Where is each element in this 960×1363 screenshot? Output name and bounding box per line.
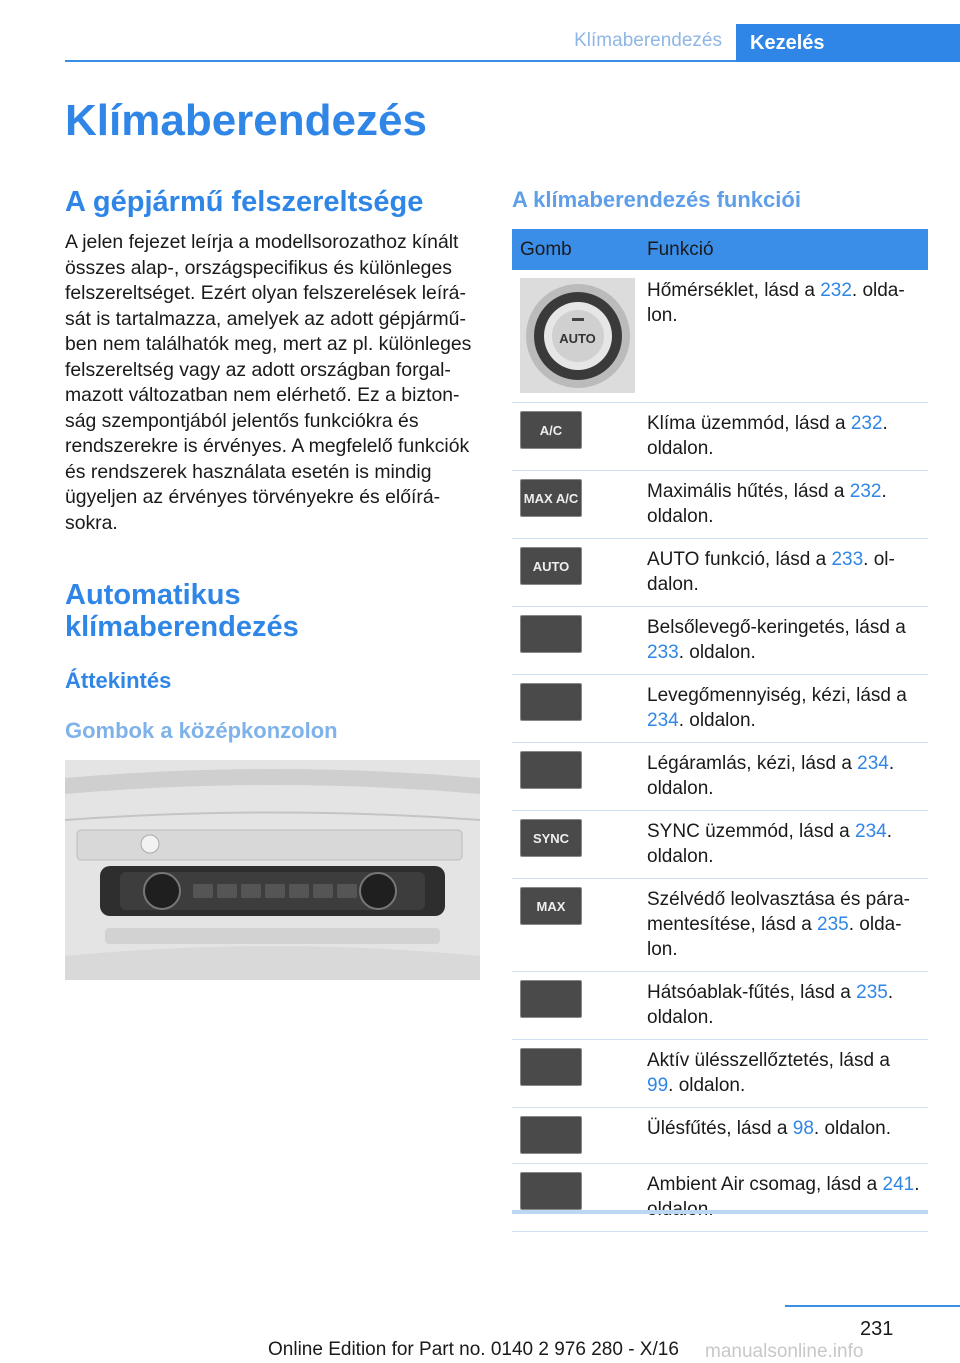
function-text-suffix: . oldalon. [647,481,887,527]
ambient-air-button-icon [520,1172,582,1210]
button-cell [512,675,639,743]
button-cell [512,1108,639,1164]
seat-heating-button-icon [520,1116,582,1154]
function-cell [639,403,928,471]
page-reference-link[interactable]: 235 [856,982,888,1003]
table-row [512,743,928,811]
function-text: Ambient Air csomag, lásd a [647,1174,883,1195]
button-cell [512,539,639,607]
table-row [512,1108,928,1164]
auto-button-icon: AUTO [520,547,582,585]
header-section-title: Klímaberendezés [574,30,722,51]
table-row [512,607,928,675]
page-reference-link[interactable]: 232 [849,481,882,502]
function-text: Ülésfűtés, lásd a [647,1118,793,1139]
column-header-button: Gomb [512,229,639,270]
function-text-suffix: . oldalon. [813,1118,892,1139]
function-text-suffix: . oldalon. [647,549,895,595]
table-row [512,1040,928,1108]
function-text: Klíma üzemmód, lásd a [647,413,851,434]
button-cell [512,270,639,403]
heading-auto-climate: Automatikus klímaberendezés [65,579,299,643]
function-cell [639,743,928,811]
function-text-suffix: . oldalon. [647,413,888,459]
function-text-suffix: . oldalon. [647,982,894,1028]
function-cell [639,607,928,675]
function-cell [639,539,928,607]
function-cell [639,879,928,972]
button-cell [512,972,639,1040]
max-defrost-button-icon: MAX [520,887,582,925]
equipment-text: A jelen fejezet leírja a modellsorozathoz kínált összes alap-, országspecifikus és különleges felszereltséget. Ezért olyan felszerelések leírását is tartalmazza, amelyek az adott gépjárműben nem találhatók meg, mert az pl. különleges felszereltség vagy az adott országban forgalmazott változatban nem elérhető. Ez a biztonság szempontjából jelentős funkciókra és rendszerekre is érvényes. A megfelelő funkciók és rendszerek használata esetén is mindig ügyeljen az érvényes törvényekre és előírásokra. [65,231,472,534]
table-row [512,811,928,879]
function-cell [639,471,928,539]
function-cell [639,1108,928,1164]
function-text: Aktív ülésszellőztetés, lásd a [647,1050,890,1071]
page-reference-link[interactable]: 233 [831,549,864,570]
sync-button-icon: SYNC [520,819,582,857]
function-cell [639,270,928,403]
function-text: Légáramlás, kézi, lásd a [647,753,858,774]
function-cell [639,675,928,743]
page-reference-link[interactable]: 235 [817,914,849,935]
heading-console-buttons: Gombok a középkonzolon [65,718,338,743]
table-row [512,471,928,539]
button-cell [512,743,639,811]
page-reference-link[interactable]: 241 [882,1174,915,1195]
function-text: Belsőlevegő-keringetés, lásd a [647,617,906,638]
function-text-suffix: . oldalon. [668,1075,746,1096]
page-reference-link[interactable]: 234 [855,821,887,842]
function-text-suffix: . oldalon. [647,821,893,867]
function-cell [639,1040,928,1108]
column-header-function: Funkció [639,229,928,270]
footer-rule [785,1305,960,1307]
function-text: Hőmérséklet, lásd a [647,280,821,301]
function-text: Levegőmennyiség, kézi, lásd a [647,685,907,706]
page-reference-link[interactable]: 232 [820,280,852,301]
button-cell [512,1040,639,1108]
table-row [512,270,928,403]
max-ac-button-icon: MAX A/C [520,479,582,517]
heading-functions: A klímaberendezés funkciói [512,187,801,212]
seat-ventilation-button-icon [520,1048,582,1086]
temperature-knob-icon: AUTO [520,278,635,393]
function-text-suffix: . [914,1174,920,1195]
function-text: SYNC üzemmód, lásd a [647,821,856,842]
function-text-suffix: . oldalon. [647,280,905,326]
page-reference-link[interactable]: 99 [647,1075,669,1096]
page-reference-link[interactable]: 233 [647,642,679,663]
page-title: Klímaberendezés [65,96,427,145]
heading-overview: Áttekintés [65,668,172,693]
ac-button-icon: A/C [520,411,582,449]
function-cell [639,1164,928,1232]
page-reference-link[interactable]: 232 [850,413,883,434]
table-row [512,539,928,607]
button-cell [512,607,639,675]
watermark: manualsonline.info [705,1341,864,1362]
function-text-suffix: . oldalon. [647,914,902,960]
fan-button-icon [520,683,582,721]
page-number: 231 [860,1318,894,1340]
table-row [512,1164,928,1232]
table-row [512,403,928,471]
function-text: Szélvédő leolvasztása és páramentesítése, lásd a [647,889,910,935]
button-cell [512,811,639,879]
header-tab[interactable]: Kezelés [736,24,960,62]
button-cell [512,1164,639,1232]
function-text: Maximális hűtés, lásd a [647,481,850,502]
page-reference-link[interactable]: 98 [792,1118,814,1139]
center-console-photo [65,760,480,980]
functions-table [512,229,928,1232]
function-text-suffix: . oldalon. [647,753,895,799]
air-distribution-button-icon [520,751,582,789]
table-bottom-rule [512,1210,928,1214]
function-text: Hátsóablak-fűtés, lásd a [647,982,857,1003]
table-row [512,972,928,1040]
heading-equipment: A gépjármű felszereltsége [65,186,424,218]
function-text-suffix: . oldalon. [678,710,756,731]
table-row [512,879,928,972]
button-cell [512,471,639,539]
rear-defrost-button-icon [520,980,582,1018]
function-text-suffix: . oldalon. [678,642,756,663]
recirculation-button-icon [520,615,582,653]
button-cell [512,403,639,471]
function-text: AUTO funkció, lásd a [647,549,832,570]
page-reference-link[interactable]: 234 [857,753,889,774]
function-cell [639,811,928,879]
button-cell [512,879,639,972]
function-cell [639,972,928,1040]
page-reference-link[interactable]: 234 [647,710,679,731]
table-header-row [512,229,928,270]
footer-edition: Online Edition for Part no. 0140 2 976 280 - X/16 [268,1339,679,1360]
table-row [512,675,928,743]
